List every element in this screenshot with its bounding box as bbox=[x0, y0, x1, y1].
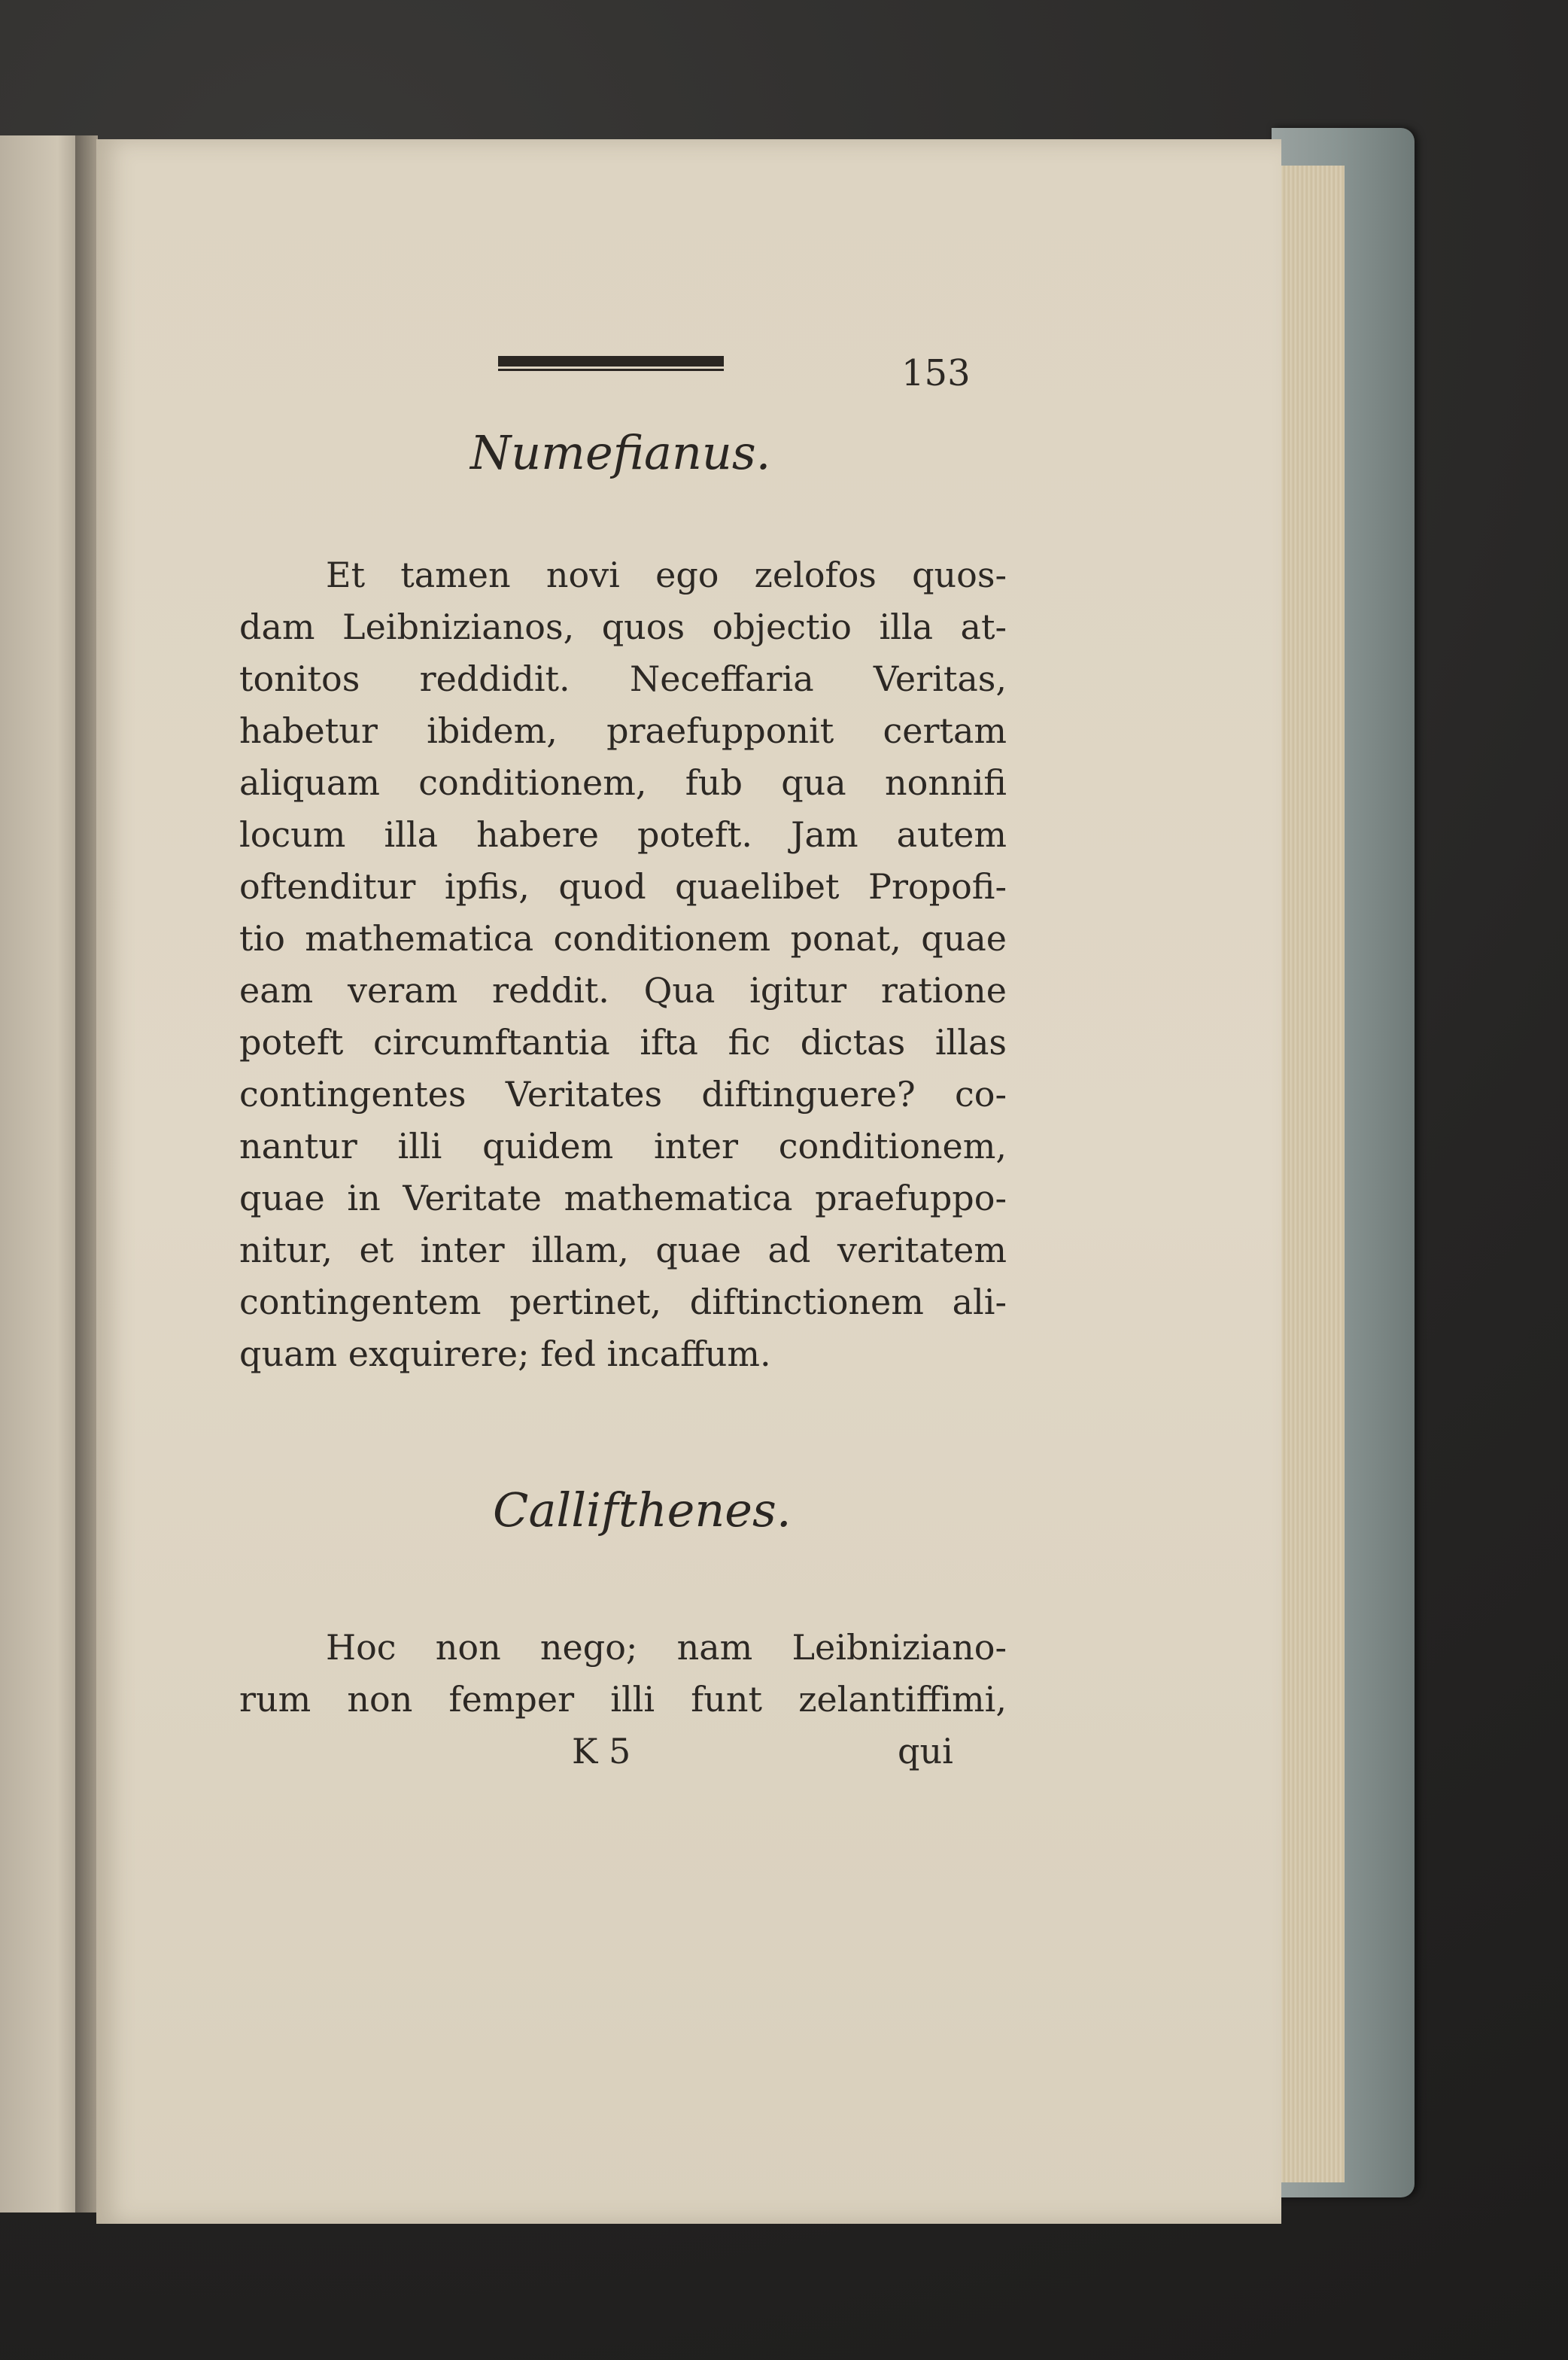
speaker-heading-1: Numefianus. bbox=[470, 425, 771, 480]
paragraph-1 bbox=[239, 549, 1007, 1380]
text-line: nitur, et inter illam, quae ad veritatem bbox=[239, 1230, 1007, 1270]
text-line: quae in Veritate mathematica praefuppo- bbox=[239, 1178, 1007, 1218]
left-page-edge bbox=[0, 135, 83, 2212]
page-number: 153 bbox=[901, 352, 971, 394]
catchword: qui bbox=[898, 1731, 953, 1772]
text-line: oftenditur ipfis, quod quaelibet Propofi- bbox=[239, 866, 1007, 907]
text-line: aliquam conditionem, fub qua nonnifi bbox=[239, 762, 1007, 803]
page-edges bbox=[1272, 166, 1345, 2182]
text-line: Hoc non nego; nam Leibniziano- bbox=[326, 1627, 1007, 1668]
signature-mark: K 5 bbox=[572, 1731, 631, 1772]
text-line: contingentes Veritates diftinguere? co- bbox=[239, 1074, 1007, 1115]
header-rule bbox=[498, 356, 724, 366]
text-line: tio mathematica conditionem ponat, quae bbox=[239, 918, 1007, 959]
text-line: quam exquirere; fed incaffum. bbox=[239, 1334, 771, 1374]
text-line: habetur ibidem, praefupponit certam bbox=[239, 710, 1007, 751]
text-line: tonitos reddidit. Neceffaria Veritas, bbox=[239, 658, 1007, 699]
paragraph-2 bbox=[239, 1622, 1007, 1726]
book-gutter bbox=[75, 135, 98, 2212]
speaker-heading-2: Callifthenes. bbox=[493, 1483, 792, 1537]
text-line: Et tamen novi ego zelofos quos- bbox=[326, 555, 1007, 595]
text-line: rum non femper illi funt zelantiffimi, bbox=[239, 1679, 1007, 1720]
text-line: eam veram reddit. Qua igitur ratione bbox=[239, 970, 1007, 1011]
text-line: dam Leibnizianos, quos objectio illa at- bbox=[239, 607, 1007, 647]
text-line: locum illa habere poteft. Jam autem bbox=[239, 814, 1007, 855]
text-line: nantur illi quidem inter conditionem, bbox=[239, 1126, 1007, 1166]
text-line: poteft circumftantia ifta fic dictas illas bbox=[239, 1022, 1007, 1063]
text-line: contingentem pertinet, diftinctionem ali- bbox=[239, 1282, 1007, 1322]
